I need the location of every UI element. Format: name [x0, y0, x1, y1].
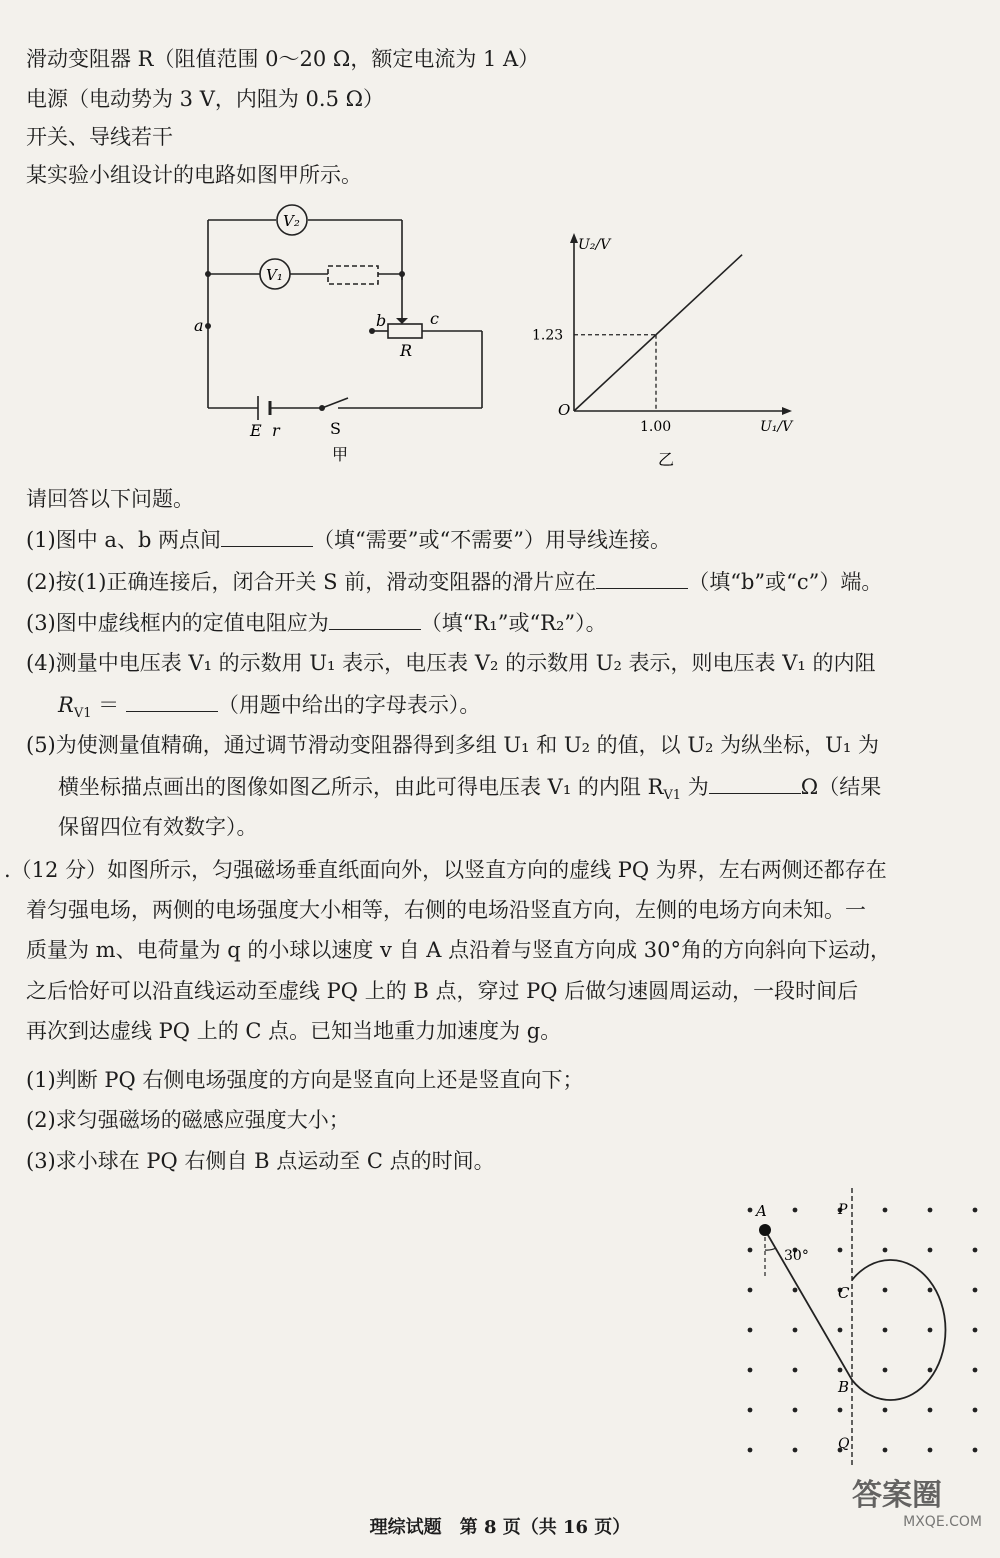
question-5-wei: 为: [681, 775, 709, 799]
question-3-hint: （填“R₁”或“R₂”）。: [420, 611, 607, 635]
data-line: [574, 255, 742, 411]
rv1-symbol: R: [58, 693, 74, 717]
answer-blank-5[interactable]: [709, 771, 801, 794]
field-dot: [883, 1408, 888, 1413]
text-line-switch: 开关、导线若干: [26, 125, 173, 149]
question-2-text: (2)按(1)正确连接后，闭合开关 S 前，滑动变阻器的滑片应在: [26, 570, 597, 594]
y-tick-label: 1.23: [532, 327, 564, 344]
question-4-line-2: $R_{V1}$ ＝ （用题中给出的字母表示）。: [58, 689, 480, 729]
field-dot: [928, 1408, 933, 1413]
question-3: [26, 607, 607, 638]
question-1-text: (1)图中 a、b 两点间: [26, 528, 222, 552]
field-dot: [748, 1328, 753, 1333]
subquestion-3: (3)求小球在 PQ 右侧自 B 点运动至 C 点的时间。: [26, 1149, 495, 1173]
emf-label: E: [250, 421, 262, 440]
field-dot: [883, 1208, 888, 1213]
page-footer: 理综试题 第 8 页（共 16 页）: [369, 1517, 631, 1538]
subquestion-2: (2)求匀强磁场的磁感应强度大小；: [26, 1108, 350, 1132]
field-dot: [973, 1328, 978, 1333]
questions-intro: 请回答以下问题。: [26, 487, 194, 511]
node-c-label: c: [430, 309, 439, 328]
text-line-circuit-intro: 某实验小组设计的电路如图甲所示。: [26, 163, 362, 187]
watermark-logo: [852, 1470, 982, 1550]
point-a-label: A: [756, 1202, 767, 1220]
question-2: [26, 566, 882, 597]
v2-label: V₂: [283, 212, 300, 230]
field-dot: [793, 1288, 798, 1293]
field-dot: [973, 1248, 978, 1253]
question-5-unit: Ω（结果: [800, 775, 882, 799]
question-1: [26, 524, 671, 555]
field-dot: [748, 1448, 753, 1453]
node-a-label: a: [194, 316, 204, 335]
y-axis-label: U₂/V: [578, 237, 611, 253]
answer-blank-2[interactable]: [596, 566, 688, 589]
field-dot: [748, 1248, 753, 1253]
field-dot: [928, 1448, 933, 1453]
angle-label: 30°: [784, 1248, 809, 1264]
field-dot: [748, 1288, 753, 1293]
answer-blank-4[interactable]: [126, 689, 218, 712]
field-dot: [928, 1208, 933, 1213]
circuit-caption: 甲: [332, 445, 349, 464]
problem-line-1: .（12 分）如图所示，匀强磁场垂直纸面向外，以竖直方向的虚线 PQ 为界，左右两侧还都存在: [4, 858, 887, 882]
point-b-label: B: [838, 1378, 850, 1396]
field-dot: [793, 1448, 798, 1453]
field-dot: [973, 1448, 978, 1453]
text-line-rheostat: 滑动变阻器 R（阻值范围 0～20 Ω，额定电流为 1 A）: [26, 47, 540, 71]
question-4-line-1: (4)测量中电压表 V₁ 的示数用 U₁ 表示，电压表 V₂ 的示数用 U₂ 表示，则电压表 V₁ 的内阻: [26, 651, 876, 675]
field-dot: [883, 1248, 888, 1253]
field-dot: [973, 1368, 978, 1373]
question-1-hint: （填“需要”或“不需要”）用导线连接。: [313, 528, 672, 552]
field-dot: [748, 1208, 753, 1213]
x-tick-label: 1.00: [640, 419, 672, 435]
magnetic-field-diagram: [730, 1180, 992, 1470]
field-dot: [793, 1328, 798, 1333]
question-5-text: 横坐标描点画出的图像如图乙所示，由此可得电压表 V₁ 的内阻 R: [58, 775, 664, 799]
field-dot: [793, 1368, 798, 1373]
rheostat-label: R: [400, 341, 413, 360]
point-c-label: C: [838, 1284, 850, 1302]
node-b-label: b: [376, 311, 387, 330]
question-2-hint: （填“b”或“c”）端。: [688, 570, 883, 594]
field-dot: [883, 1368, 888, 1373]
question-3-text: (3)图中虚线框内的定值电阻应为: [26, 611, 329, 635]
text-line-source: 电源（电动势为 3 V，内阻为 0.5 Ω）: [26, 87, 385, 111]
switch-label: S: [330, 419, 341, 438]
graph-caption: 乙: [658, 450, 675, 469]
answer-blank-3[interactable]: [329, 607, 421, 630]
field-dot: [973, 1208, 978, 1213]
question-5-line-3: 保留四位有效数字）。: [58, 815, 258, 839]
field-dot: [928, 1328, 933, 1333]
field-dot: [838, 1368, 843, 1373]
field-dot: [838, 1408, 843, 1413]
rv1-subscript: V1: [73, 706, 92, 722]
internal-r-label: r: [272, 421, 280, 440]
question-5-line-1: (5)为使测量值精确，通过调节滑动变阻器得到多组 U₁ 和 U₂ 的值，以 U₂ 为纵坐标，U₁ 为: [26, 733, 879, 757]
point-q-label: Q: [838, 1436, 850, 1452]
field-dot: [838, 1328, 843, 1333]
field-dot: [928, 1368, 933, 1373]
x-axis-label: U₁/V: [760, 419, 793, 435]
field-dot: [928, 1288, 933, 1293]
subquestion-1: (1)判断 PQ 右侧电场强度的方向是竖直向上还是竖直向下；: [26, 1068, 584, 1092]
u2-u1-graph: [530, 225, 820, 470]
field-dot: [928, 1248, 933, 1253]
watermark-bottom-text: MXQE.COM: [903, 1514, 982, 1530]
field-dot: [973, 1408, 978, 1413]
circuit-diagram: [190, 200, 510, 470]
v1-label: V₁: [266, 266, 283, 284]
point-p-label: P: [838, 1202, 848, 1218]
problem-line-5: 再次到达虚线 PQ 上的 C 点。已知当地重力加速度为 g。: [26, 1019, 562, 1043]
answer-blank-1[interactable]: [221, 524, 313, 547]
watermark-top-text: 答案圈: [852, 1478, 942, 1513]
field-dot: [748, 1408, 753, 1413]
field-dot: [883, 1328, 888, 1333]
field-dot: [883, 1288, 888, 1293]
problem-line-3: 质量为 m、电荷量为 q 的小球以速度 v 自 A 点沿着与竖直方向成 30°角的方向斜向下运动，: [26, 938, 892, 962]
problem-line-4: 之后恰好可以沿直线运动至虚线 PQ 上的 B 点，穿过 PQ 后做匀速圆周运动，一段时间后: [26, 979, 859, 1003]
field-dot: [748, 1368, 753, 1373]
origin-label: O: [558, 401, 571, 419]
rv1-subscript-2: V1: [663, 788, 682, 804]
field-dot: [973, 1288, 978, 1293]
question-5-line-2: [58, 771, 881, 811]
ball-a-icon: [759, 1224, 771, 1236]
field-dot: [793, 1408, 798, 1413]
field-dot: [838, 1248, 843, 1253]
field-dot: [883, 1448, 888, 1453]
question-4-hint: （用题中给出的字母表示）。: [217, 693, 481, 717]
problem-line-2: 着匀强电场，两侧的电场强度大小相等，右侧的电场沿竖直方向，左侧的电场方向未知。一: [26, 898, 866, 922]
field-dot: [793, 1208, 798, 1213]
